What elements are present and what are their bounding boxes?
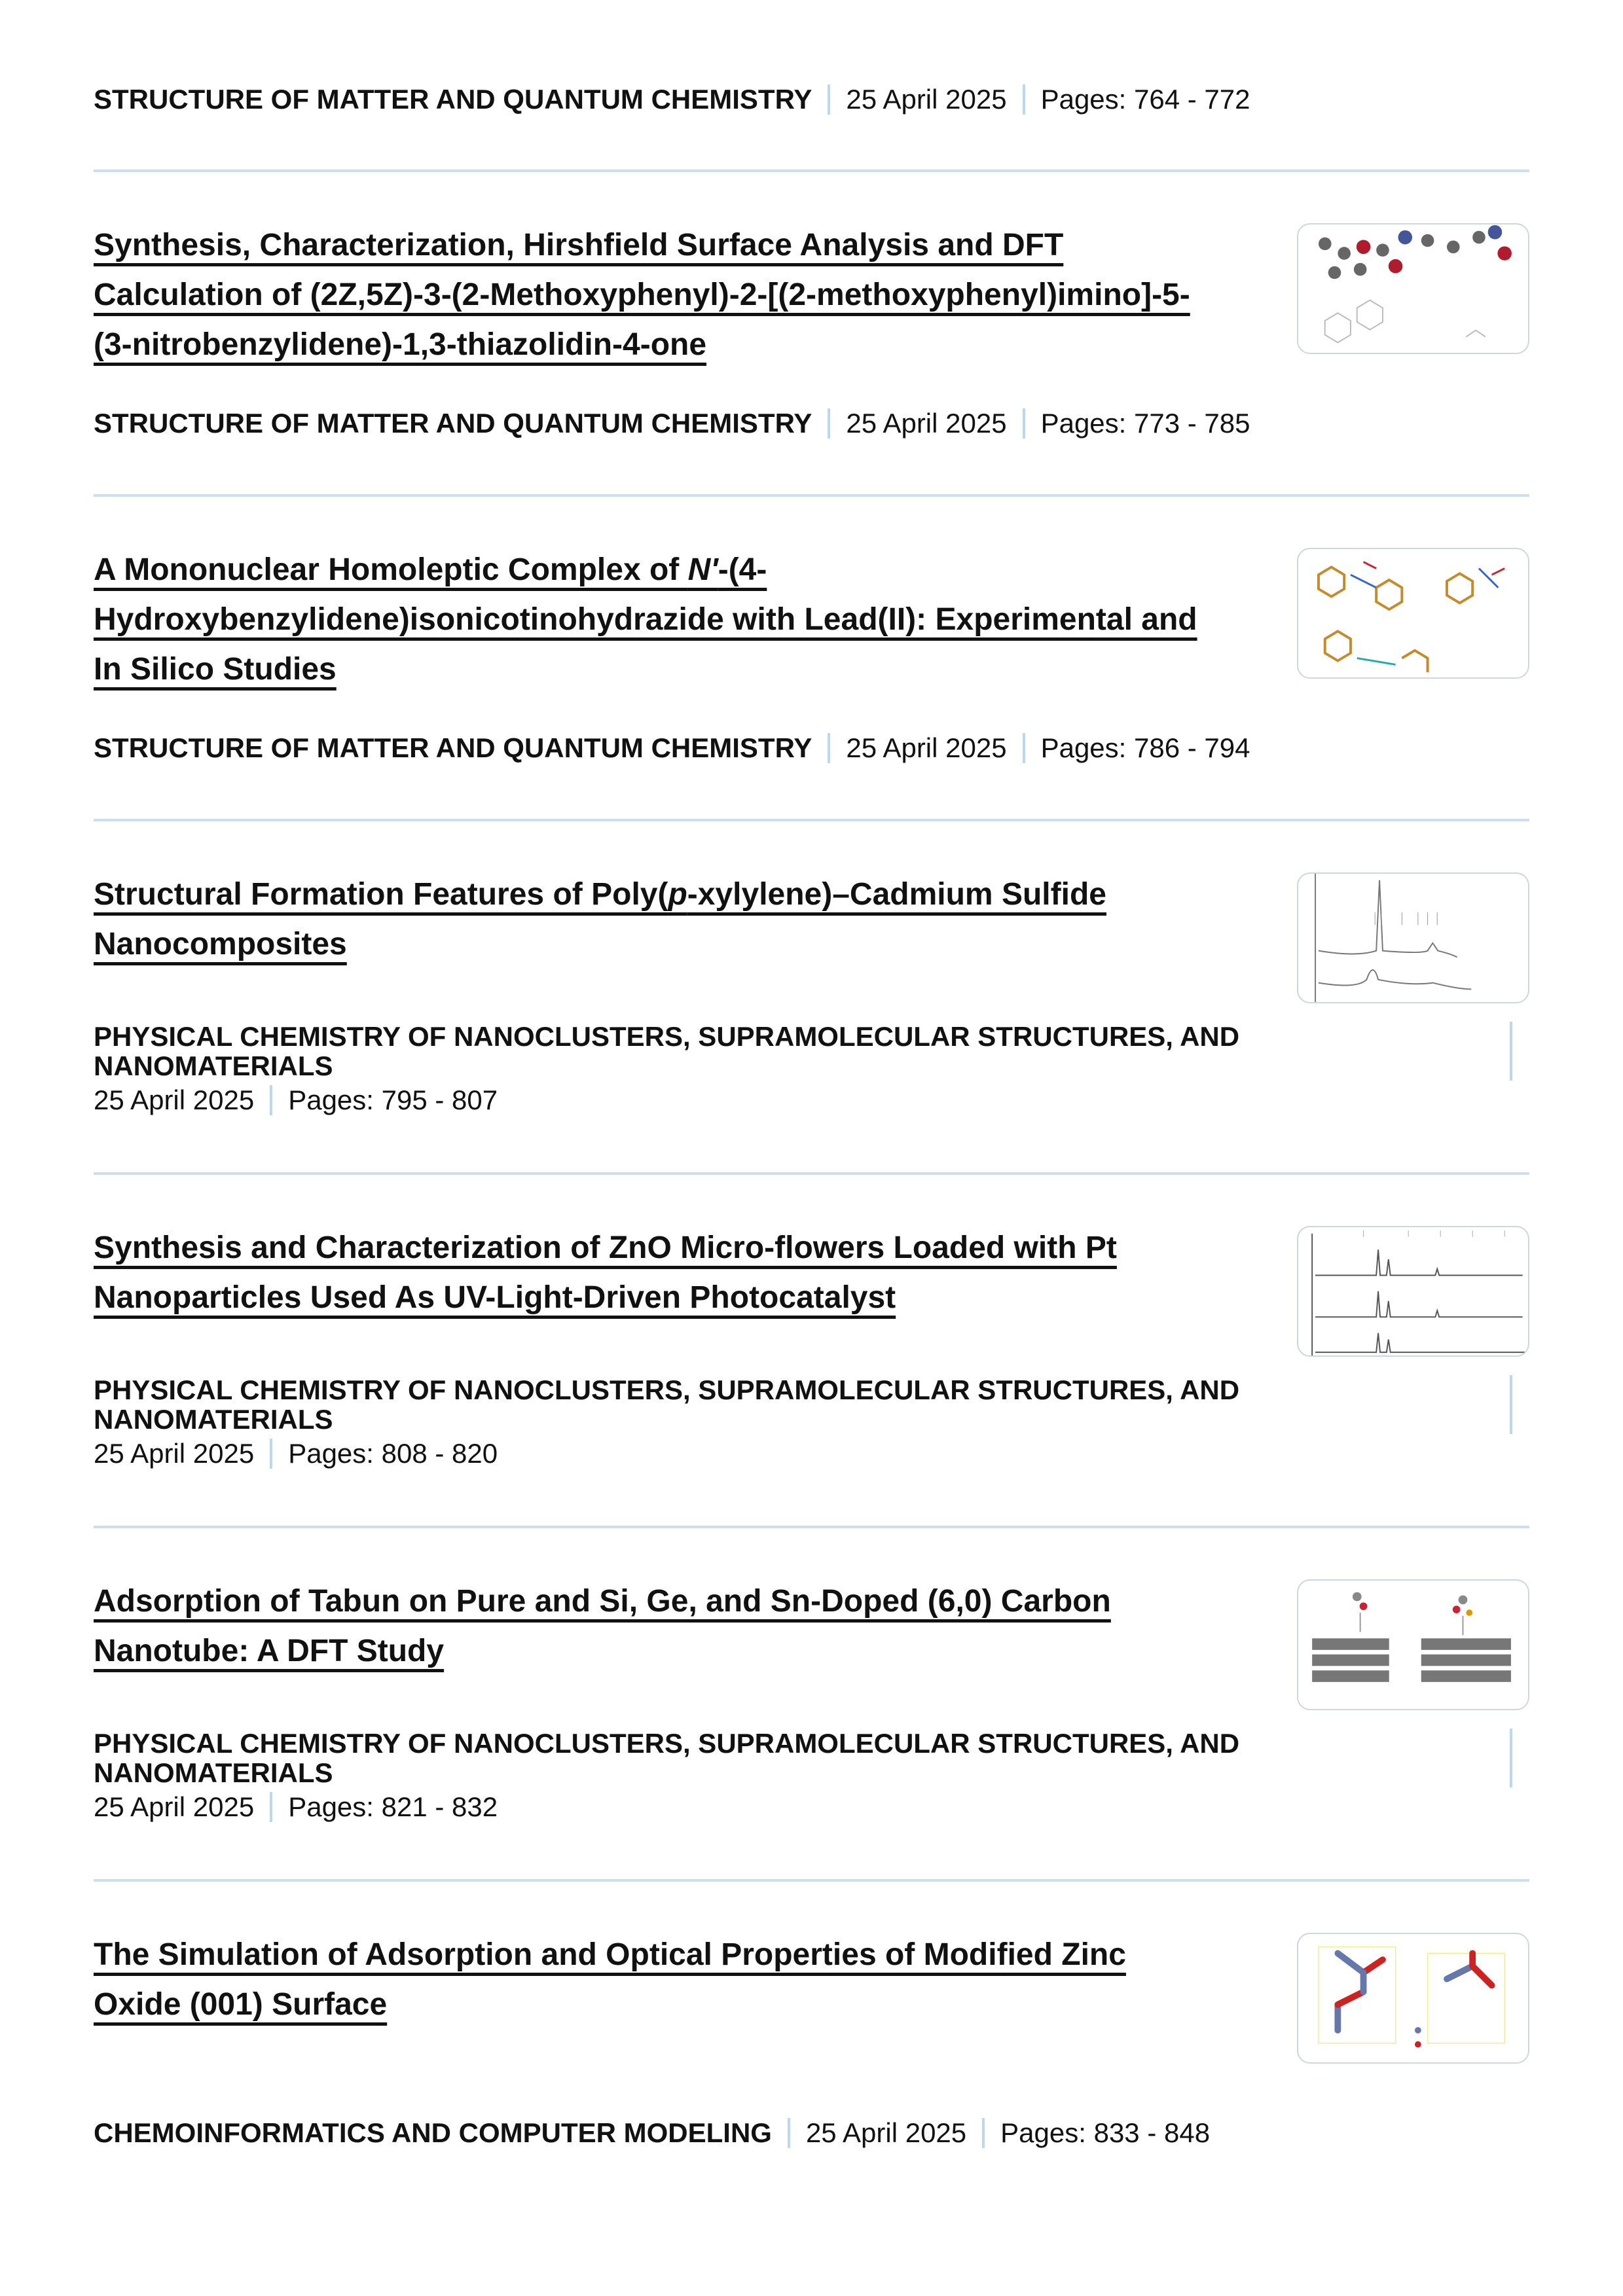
article-pages: Pages: 786 - 794 <box>1040 732 1250 763</box>
meta-separator <box>270 1439 272 1469</box>
meta-separator <box>788 2118 790 2148</box>
xrd-plot-thumbnail[interactable] <box>1297 872 1529 1003</box>
meta-separator <box>270 1792 272 1822</box>
meta-separator <box>270 1085 272 1115</box>
article-item <box>94 1175 1529 1528</box>
article-pages: Pages: 764 - 772 <box>1040 84 1250 115</box>
article-title-link[interactable] <box>94 877 1106 961</box>
article-date: 25 April 2025 <box>846 408 1007 439</box>
article-meta <box>94 732 1250 764</box>
article-item <box>94 1528 1529 1882</box>
article-item <box>94 497 1529 821</box>
title-text: Synthesis, Characterization, Hirshfield Surface Analysis and DFT Calculation of (2Z,5Z)-3-(2-Methoxyphenyl)-2-[(2-methoxyphenyl)imino]-5-(3-nitrobenzylidene)-1,3-thiazolidin-4-one <box>94 228 1190 362</box>
article-category[interactable]: STRUCTURE OF MATTER AND QUANTUM CHEMISTRY <box>94 84 812 115</box>
article-meta <box>94 2117 1210 2149</box>
article-title-link[interactable] <box>94 552 1197 687</box>
article-item <box>94 821 1529 1175</box>
article-pages: Pages: 795 - 807 <box>288 1085 498 1115</box>
article-date: 25 April 2025 <box>846 732 1007 763</box>
article-meta <box>94 1791 498 1823</box>
article-title-link[interactable] <box>94 1230 1117 1315</box>
article-date: 25 April 2025 <box>846 84 1007 115</box>
article-date: 25 April 2025 <box>94 1085 255 1115</box>
article-meta <box>94 1437 498 1470</box>
title-text: The Simulation of Adsorption and Optical Properties of Modified Zinc Oxide (001) Surface <box>94 1937 1126 2022</box>
article-meta <box>94 1084 498 1117</box>
article-pages: Pages: 833 - 848 <box>1000 2117 1211 2148</box>
meta-separator <box>1023 733 1025 763</box>
article-title <box>94 870 1207 969</box>
article-category[interactable]: PHYSICAL CHEMISTRY OF NANOCLUSTERS, SUPRAMOLECULAR STRUCTURES, AND NANOMATERIALS <box>94 1022 1512 1081</box>
article-category[interactable]: PHYSICAL CHEMISTRY OF NANOCLUSTERS, SUPRAMOLECULAR STRUCTURES, AND NANOMATERIALS <box>94 1375 1512 1434</box>
meta-separator <box>828 733 830 763</box>
title-text: Synthesis and Characterization of ZnO Micro-flowers Loaded with Pt Nanoparticles Used As UV-Light-Driven Photocatalyst <box>94 1230 1117 1315</box>
spectra-plot-thumbnail[interactable] <box>1297 1226 1529 1357</box>
article-title-link[interactable] <box>94 1937 1126 2022</box>
zno-surface-thumbnail[interactable] <box>1297 1933 1529 2064</box>
article-item <box>94 172 1529 497</box>
article-title <box>94 1223 1207 1323</box>
article-item <box>94 1882 1529 2206</box>
meta-separator <box>1023 408 1025 439</box>
article-title <box>94 545 1207 694</box>
article-meta <box>94 407 1250 440</box>
article-date: 25 April 2025 <box>94 1791 255 1822</box>
article-title <box>94 221 1207 370</box>
article-title <box>94 1930 1207 2030</box>
article-date: 25 April 2025 <box>94 1438 255 1469</box>
article-meta <box>94 83 1250 116</box>
article-pages: Pages: 808 - 820 <box>288 1438 498 1469</box>
italic-symbol: p <box>668 877 687 912</box>
article-title <box>94 1577 1207 1676</box>
title-text: Structural Formation Features of Poly( <box>94 877 668 912</box>
previous-article-footer <box>94 0 1529 172</box>
article-category[interactable]: PHYSICAL CHEMISTRY OF NANOCLUSTERS, SUPRAMOLECULAR STRUCTURES, AND NANOMATERIALS <box>94 1729 1512 1787</box>
italic-symbol: N' <box>687 552 718 587</box>
meta-separator <box>828 84 830 115</box>
molecule-balls-thumbnail[interactable] <box>1297 223 1529 354</box>
nanotube-thumbnail[interactable] <box>1297 1579 1529 1710</box>
article-category[interactable]: STRUCTURE OF MATTER AND QUANTUM CHEMISTRY <box>94 408 812 439</box>
article-category[interactable]: CHEMOINFORMATICS AND COMPUTER MODELING <box>94 2117 772 2148</box>
title-text: Adsorption of Tabun on Pure and Si, Ge, and Sn-Doped (6,0) Carbon Nanotube: A DFT Study <box>94 1584 1111 1668</box>
article-category[interactable]: STRUCTURE OF MATTER AND QUANTUM CHEMISTRY <box>94 732 812 763</box>
meta-separator <box>828 408 830 439</box>
title-text: -(4-Hydroxybenzylidene)isonicotinohydrazide with Lead(II): Experimental and In Silico Studies <box>94 552 1197 687</box>
meta-separator <box>982 2118 985 2148</box>
title-text: A Mononuclear Homoleptic Complex of <box>94 552 688 587</box>
article-date: 25 April 2025 <box>805 2117 967 2148</box>
article-pages: Pages: 821 - 832 <box>288 1791 498 1822</box>
title-text: -xylylene)–Cadmium Sulfide Nanocomposites <box>94 877 1106 961</box>
article-pages: Pages: 773 - 785 <box>1040 408 1250 439</box>
article-title-link[interactable] <box>94 228 1190 362</box>
article-title-link[interactable] <box>94 1584 1111 1668</box>
molecule-sticks-thumbnail[interactable] <box>1297 548 1529 679</box>
meta-separator <box>1023 84 1025 115</box>
